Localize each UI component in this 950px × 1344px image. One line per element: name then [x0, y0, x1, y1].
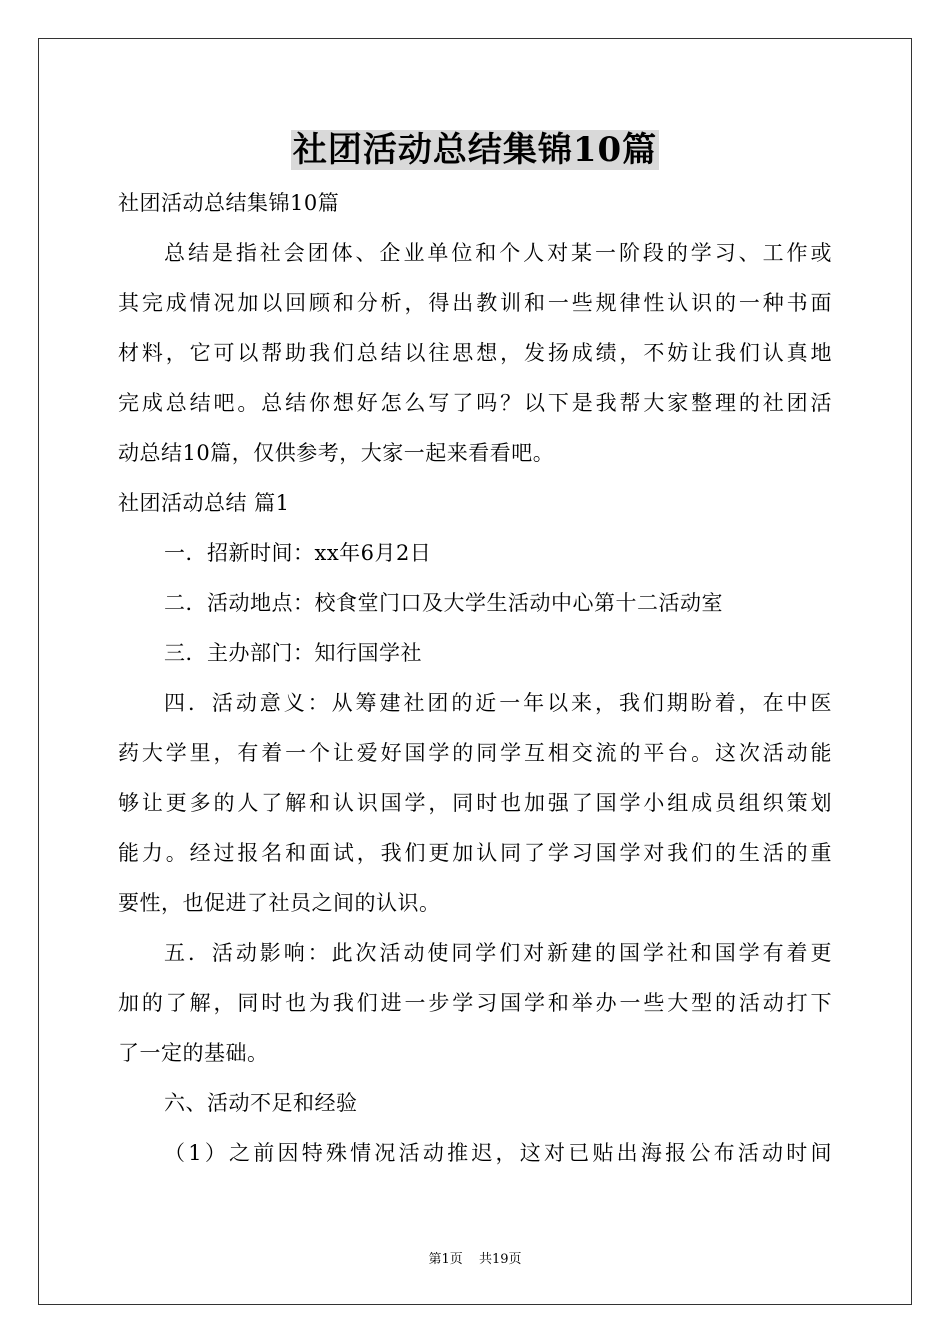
paragraph-line: 三．主办部门：知行国学社	[164, 641, 422, 665]
paragraph-line: 社团活动总结 篇1	[118, 491, 290, 515]
document-title	[0, 128, 950, 172]
paragraph-line: 加的了解，同时也为我们进一步学习国学和举办一些大型的活动打下	[118, 991, 832, 1015]
paragraph-line: 完成总结吧。总结你想好怎么写了吗？以下是我帮大家整理的社团活	[118, 391, 832, 415]
paragraph-line: 二．活动地点：校食堂门口及大学生活动中心第十二活动室	[164, 591, 723, 615]
paragraph-line: 五．活动影响：此次活动使同学们对新建的国学社和国学有着更	[164, 941, 832, 965]
paragraph-line: 一．招新时间：xx年6月2日	[164, 541, 432, 565]
document-body	[118, 178, 832, 1178]
paragraph-line: 社团活动总结集锦10篇	[118, 191, 340, 215]
paragraph-line: 四．活动意义：从筹建社团的近一年以来，我们期盼着，在中医	[164, 691, 832, 715]
page-total: 共19页	[478, 1252, 522, 1267]
page-number: 第1页	[428, 1252, 463, 1267]
paragraph-line: 够让更多的人了解和认识国学，同时也加强了国学小组成员组织策划	[118, 791, 832, 815]
paragraph-line: 药大学里，有着一个让爱好国学的同学互相交流的平台。这次活动能	[118, 741, 832, 765]
paragraph-line: 其完成情况加以回顾和分析，得出教训和一些规律性认识的一种书面	[118, 291, 832, 315]
page-footer	[0, 1248, 950, 1267]
paragraph-line: 了一定的基础。	[118, 1041, 269, 1065]
paragraph-line: 能力。经过报名和面试，我们更加认同了学习国学对我们的生活的重	[118, 841, 832, 865]
paragraph-line: 六、活动不足和经验	[164, 1091, 358, 1115]
document-title-text: 社团活动总结集锦10篇	[292, 130, 658, 170]
paragraph-line: 总结是指社会团体、企业单位和个人对某一阶段的学习、工作或	[164, 241, 832, 265]
paragraph-line: （1）之前因特殊情况活动推迟，这对已贴出海报公布活动时间	[164, 1141, 832, 1165]
paragraph-line: 要性，也促进了社员之间的认识。	[118, 891, 441, 915]
paragraph-line: 材料，它可以帮助我们总结以往思想，发扬成绩，不妨让我们认真地	[118, 341, 832, 365]
paragraph-line: 动总结10篇，仅供参考，大家一起来看看吧。	[118, 441, 555, 465]
